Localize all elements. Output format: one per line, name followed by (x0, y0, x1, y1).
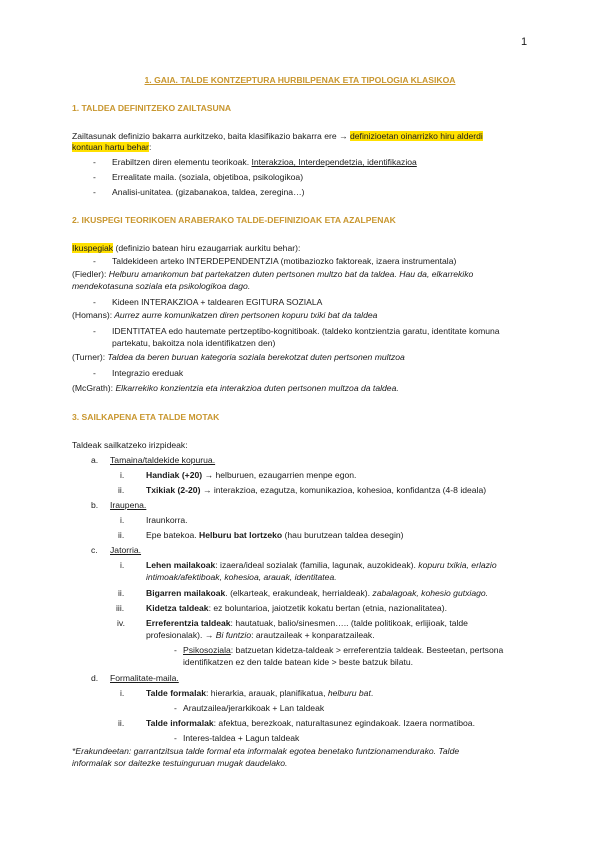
size-small-text: → interakzioa, ezagutza, komunikazioa, kohesioa, konfidantza (4-8 ideala) (200, 485, 487, 495)
list-marker: ii. (118, 588, 125, 598)
section-2-heading: 2. IKUSPEGI TEORIKOEN ARABERAKO TALDE-DEFINIZIOAK ETA AZALPENAK (72, 215, 396, 225)
duration-permanent: Iraunkorra. (146, 515, 188, 525)
list-marker: ii. (118, 530, 125, 540)
bullet-dash: - (174, 703, 177, 713)
origin-primary-line-1 (146, 560, 497, 571)
bullet-dash: - (174, 733, 177, 743)
footnote-text-cont: informalak sor daitezke testuinguruan mugak daudelako. (72, 758, 288, 768)
origin-membership-label: Kidetza taldeak (146, 603, 209, 613)
psychosocial-line-2: identifikatzen ez den talde batean kide > beste batzuk bilatu. (183, 657, 414, 667)
origin-reference-label: Erreferentzia taldeak (146, 618, 231, 628)
origin-membership-text: : ez boluntarioa, jaiotzetik kokatu bertan (etnia, nazionalitatea). (208, 603, 447, 613)
bullet-dash: - (93, 187, 96, 197)
origin-membership (146, 603, 447, 614)
origin-primary-italic-cont: intimoak/afektiboak, kohesioa, arauak, identitatea. (146, 572, 337, 582)
turner-definition (72, 352, 405, 363)
list-marker: c. (91, 545, 98, 555)
s2-bullet-4: Integrazio ereduak (112, 368, 184, 378)
homans-author: (Homans): (72, 310, 113, 320)
informal-groups-label: Talde informalak (146, 718, 214, 728)
informal-groups-types: Interes-taldea + Lagun taldeak (183, 733, 300, 743)
duration-temporary-goal: Helburu bat lortzeko (199, 530, 283, 540)
list-marker: i. (120, 688, 125, 698)
origin-primary-label: Lehen mailakoak (146, 560, 216, 570)
formal-groups-end: . (370, 688, 374, 698)
mcgrath-definition (72, 383, 399, 394)
mcgrath-author: (McGrath): (72, 383, 114, 393)
criterion-duration-label: Iraupena. (110, 500, 147, 510)
criterion-size-label: Tamaina/taldekide kopurua. (110, 455, 216, 465)
list-marker: b. (91, 500, 99, 510)
section-3-heading: 3. SAILKAPENA ETA TALDE MOTAK (72, 412, 220, 422)
bullet-dash: - (93, 157, 96, 167)
footnote-line-2 (72, 758, 287, 769)
s2-bullet-3-line-1: IDENTITATEA edo hautemate pertzeptibo-kognitiboak. (taldeko kontzientzia garatu, identitate komuna (112, 326, 500, 336)
s1-bullet-3: Analisi-unitatea. (gizabanakoa, taldea, zeregina…) (112, 187, 305, 197)
origin-reference-text: : hautatuak, balio/sinesmen….. (talde politikoak, erlijioak, talde (230, 618, 468, 628)
bullet-dash: - (93, 326, 96, 336)
formal-groups-label: Talde formalak (146, 688, 207, 698)
size-large (146, 470, 356, 481)
size-small-label: Txikiak (2-20) (146, 485, 201, 495)
duration-temporary-note: (hau burutzean taldea desegin) (282, 530, 404, 540)
bullet-dash: - (93, 172, 96, 182)
formal-groups-types: Arautzailea/jerarkikoak + Lan taldeak (183, 703, 325, 713)
list-marker: i. (120, 470, 125, 480)
footnote-line-1 (72, 746, 528, 757)
s1-bullet-1-underlined: Interakzioa, Interdependetzia, identifikazioa (251, 157, 417, 167)
origin-reference-functions-text: : arautzaileak + konparatzaileak. (251, 630, 375, 640)
s1-intro-highlight-1: definizioetan oinarrizko hiru alderdi (350, 131, 483, 141)
criterion-duration (110, 500, 146, 511)
duration-temporary-label: Epe batekoa. (146, 530, 200, 540)
page-number: 1 (521, 36, 528, 48)
informal-groups-text: : afektua, berezkoak, naturaltasunez egindakoak. Izaera normatiboa. (213, 718, 475, 728)
section-1-heading: 1. TALDEA DEFINITZEKO ZAILTASUNA (72, 103, 232, 113)
origin-secondary-text: . (elkarteak, erakundeak, herrialdeak). (225, 588, 373, 598)
s2-intro-highlight: Ikuspegiak (72, 243, 114, 253)
criterion-size (110, 455, 215, 466)
origin-secondary (146, 588, 488, 599)
origin-primary-italic: kopuru txikia, erlazio (418, 560, 497, 570)
s2-bullet-1: Taldekideen arteko INTERDEPENDENTZIA (motibaziozko faktoreak, izaera instrumentala) (112, 256, 457, 266)
list-marker: iv. (117, 618, 125, 628)
origin-secondary-italic: zabalagoak, kohesio gutxiago. (372, 588, 489, 598)
fiedler-text: Helburu amankomun bat partekatzen duten pertsonen multzo bat da taldea. Hau da, elkarrekiko (106, 269, 474, 279)
turner-text: Taldea da beren buruan kategoria soziala berekotzat duten pertsonen multzoa (105, 352, 405, 362)
s1-intro-line-1 (72, 131, 483, 142)
s1-bullet-2: Errealitate maila. (soziala, objetiboa, psikologikoa) (112, 172, 304, 182)
turner-author: (Turner): (72, 352, 106, 362)
criterion-origin (110, 545, 141, 556)
size-large-label: Handiak (+20) (146, 470, 203, 480)
bullet-dash: - (93, 297, 96, 307)
homans-definition (72, 310, 377, 321)
origin-reference-functions: Bi funtzio (215, 630, 252, 640)
s1-bullet-1 (112, 157, 417, 168)
psychosocial-label: Psikosoziala (183, 645, 231, 655)
psychosocial-text: : batzuetan kidetza-taldeak > erreferentzia taldeak. Besteetan, pertsona (230, 645, 504, 655)
origin-reference-text-cont: profesionalak). → (146, 630, 216, 640)
s1-bullet-1-text: Erabiltzen diren elementu teorikoak. (112, 157, 252, 167)
s1-intro-line-2 (72, 142, 151, 153)
fiedler-definition-line-1 (72, 269, 528, 280)
s3-intro: Taldeak sailkatzeko irizpideak: (72, 440, 188, 450)
list-marker: iii. (116, 603, 125, 613)
fiedler-author: (Fiedler): (72, 269, 107, 279)
list-marker: ii. (118, 718, 125, 728)
list-marker: d. (91, 673, 99, 683)
bullet-dash: - (93, 256, 96, 266)
origin-primary-line-2 (146, 572, 337, 583)
footnote-text: *Erakundeetan: garrantzitsua talde formal eta informalak egotea benetako funtzionamendurako. Talde (72, 746, 460, 756)
list-marker: ii. (118, 485, 125, 495)
s2-intro (72, 243, 300, 254)
bullet-dash: - (174, 645, 177, 655)
origin-reference-line-2 (146, 630, 375, 641)
list-marker: i. (120, 515, 125, 525)
formal-groups-text: : hierarkia, arauak, planifikatua, (206, 688, 328, 698)
size-small (146, 485, 486, 496)
informal-groups (146, 718, 475, 729)
list-marker: a. (91, 455, 99, 465)
formal-groups (146, 688, 373, 699)
s1-intro-text: Zailtasunak definizio bakarra aurkitzeko, baita klasifikazio bakarra ere → (72, 131, 350, 141)
s1-intro-colon: : (148, 142, 152, 152)
size-large-text: → helburuen, ezaugarrien menpe egon. (202, 470, 357, 480)
fiedler-text-cont: mendekotasuna soziala eta psikologikoa dago. (72, 281, 251, 291)
origin-primary-text: : izaera/ideal sozialak (familia, lagunak, auzokideak). (215, 560, 419, 570)
psychosocial-line-1 (183, 645, 528, 656)
criterion-origin-label: Jatorria. (110, 545, 142, 555)
formal-groups-italic: helburu bat (327, 688, 371, 698)
criterion-formality-label: Formalitate-maila. (110, 673, 179, 683)
fiedler-definition-line-2 (72, 281, 250, 292)
s1-intro-highlight-2: kontuan hartu behar (72, 142, 149, 152)
bullet-dash: - (93, 368, 96, 378)
origin-secondary-label: Bigarren mailakoak (146, 588, 226, 598)
origin-reference-line-1 (146, 618, 528, 629)
s2-bullet-3-line-2: partekatu, bakoitza nola identifikatzen den) (112, 338, 276, 348)
mcgrath-text: Elkarrekiko konzientzia eta interakzioa duten pertsonen multzoa da taldea. (113, 383, 399, 393)
s2-bullet-2: Kideen INTERAKZIOA + taldearen EGITURA SOZIALA (112, 297, 323, 307)
list-marker: i. (120, 560, 125, 570)
criterion-formality (110, 673, 179, 684)
duration-temporary (146, 530, 404, 541)
s2-intro-text: (definizio batean hiru ezaugarriak aurkitu behar): (113, 243, 301, 253)
homans-text: Aurrez aurre komunikatzen diren pertsonen kopuru txiki bat da taldea (112, 310, 378, 320)
document-title: 1. GAIA. TALDE KONTZEPTURA HURBILPENAK ETA TIPOLOGIA KLASIKOA (144, 75, 456, 85)
